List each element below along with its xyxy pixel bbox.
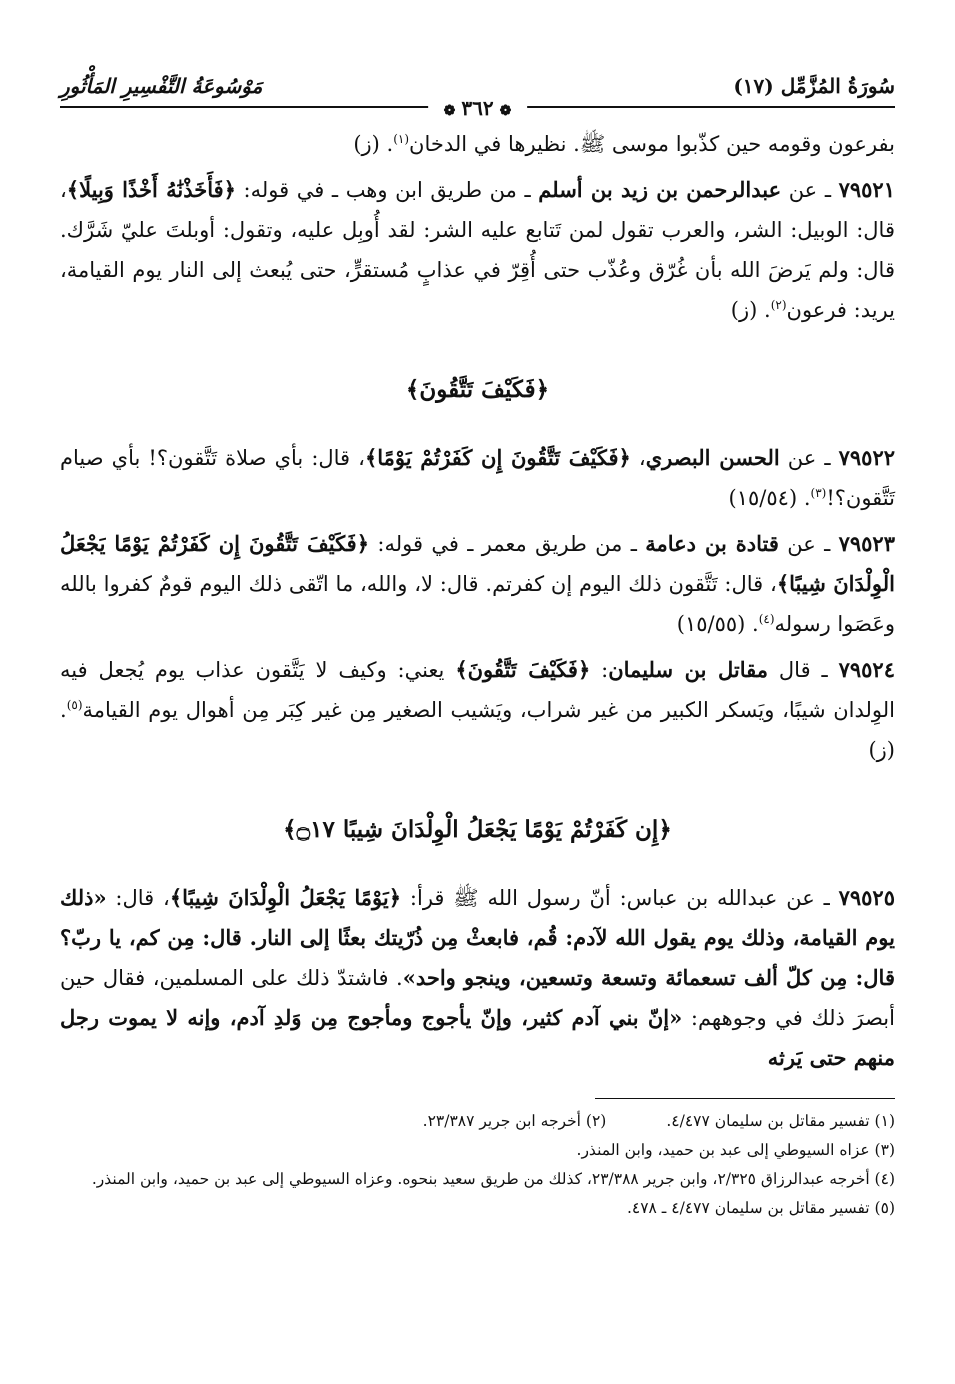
quran-quote: ﴿فَكَيْفَ تَتَّقُونَ إِن كَفَرْتُمْ يَوْمًا﴾ bbox=[364, 445, 631, 470]
narrator-name: الحسن البصري bbox=[645, 445, 780, 470]
page-number-box bbox=[428, 96, 528, 120]
quran-quote: ﴿فَأَخَذْنَٰهُ أَخْذًا وَبِيلًا﴾ bbox=[66, 177, 236, 202]
footnote-ref[interactable]: (٢) bbox=[770, 298, 787, 312]
footnote-ref[interactable]: (٥) bbox=[66, 698, 83, 712]
footnote-4: (٤) أخرجه عبدالرزاق ٢/٣٢٥، وابن جرير ٢٣/٣٨٨، كذلك من طريق سعيد بنحوه. وعزاه السيوطي إلى عبد بن حميد، وابن المنذر. bbox=[91, 1170, 895, 1188]
footnote-separator bbox=[595, 1098, 895, 1099]
ornament-icon: ❁ bbox=[443, 103, 456, 119]
narration-79521: ٧٩٥٢١ ـ عن عبدالرحمن بن زيد بن أسلم ـ من طريق ابن وهب ـ في قوله: ﴿فَأَخَذْنَٰهُ أَخْذًا وَبِيلًا﴾، قال: الوبيل: الشر، والعرب تقول لمن تَتابع عليه الشر: لقد أُوبِل عليه، وتقول: أوبلتَ عليّ شَرَّك. قال: ولم يَرضَ الله بأن غُرّق وعُذّب حتى أُقِرّ في عذابٍ مُستقرٍّ، حتى يُبعث إلى النار يوم القيامة، يريد: فرعون$^{(٢)}$. (ز) bbox=[60, 177, 895, 322]
footnote-1: (١) تفسير مقاتل بن سليمان ٤/٤٧٧. bbox=[666, 1112, 895, 1130]
narrator-name: مقاتل بن سليمان bbox=[608, 657, 769, 682]
ayah-heading: ﴿إِن كَفَرْتُمْ يَوْمًا يَجْعَلُ الْوِلْدَانَ شِيبًا ۝١٧﴾ bbox=[283, 816, 672, 843]
narration-number: ٧٩٥٢١ bbox=[838, 177, 895, 202]
ornament-icon: ❁ bbox=[499, 103, 512, 119]
quran-quote: ﴿فَكَيْفَ تَتَّقُونَ إِن كَفَرْتُمْ يَوْمًا يَجْعَلُ الْوِلْدَانَ شِيبًا﴾ bbox=[60, 531, 896, 596]
narration-79523: ٧٩٥٢٣ ـ عن قتادة بن دعامة ـ من طريق معمر ـ في قوله: ﴿فَكَيْفَ تَتَّقُونَ إِن كَفَرْتُمْ يَوْمًا يَجْعَلُ الْوِلْدَانَ شِيبًا﴾، قال: تَتَّقون ذلك اليوم إن كفرتم. قال: لا، والله، ما اتّقى ذلك اليوم قومٌ كفروا بالله وعَصَوا رسوله$^{(٤)}$. (١٥/٥٥) bbox=[60, 531, 896, 636]
narrator-name: عبدالرحمن بن زيد بن أسلم bbox=[538, 177, 782, 202]
book-title: مَوْسُوعَةُ التَّفْسِيرِ المَأْثُورِ bbox=[60, 74, 263, 98]
hadith-text: «ذلك يوم القيامة، وذلك يوم يقول الله لآدم: قُم، فابعثْ مِن ذُرّيتك بعثًا إلى النار. قال: مِن كم، يا ربّ؟ قال: مِن كلّ ألف تسعمائة وتسعة وتسعين، وينجو واحد» bbox=[60, 885, 895, 990]
page bbox=[60, 60, 895, 1223]
footnote-ref[interactable]: (٤) bbox=[758, 612, 775, 626]
page-header bbox=[60, 60, 895, 124]
footnote-3: (٣) عزاه السيوطي إلى عبد بن حميد، وابن المنذر. bbox=[576, 1141, 895, 1159]
footnote-ref[interactable]: (١) bbox=[393, 132, 410, 146]
quran-quote: ﴿يَوْمًا يَجْعَلُ الْوِلْدَانَ شِيبًا﴾ bbox=[169, 885, 402, 910]
quran-quote: ﴿فَكَيْفَ تَتَّقُونَ﴾ bbox=[455, 657, 591, 682]
footnote-5: (٥) تفسير مقاتل بن سليمان ٤/٤٧٧ ـ ٤٧٨. bbox=[626, 1199, 895, 1217]
narration-79525: ٧٩٥٢٥ ـ عن عبدالله بن عباس: أنّ رسول الله ﷺ قرأ: ﴿يَوْمًا يَجْعَلُ الْوِلْدَانَ شِيبًا﴾، قال: «ذلك يوم القيامة، وذلك يوم يقول الله لآدم: قُم، فابعثْ مِن ذُرّيتك بعثًا إلى النار. قال: مِن كم، يا ربّ؟ قال: مِن كلّ ألف تسعمائة وتسعة وتسعين، وينجو واحد». فاشتدّ ذلك على المسلمين، فقال حين أبصرَ ذلك في وجوههم: «إنّ بني آدم كثير، وإنّ يأجوج ومأجوج مِن وَلدِ آدم، وإنه لا يموت رجل منهم حتى يَرثه bbox=[60, 885, 895, 1070]
footnote-2: (٢) أخرجه ابن جرير ٢٣/٣٨٧. bbox=[422, 1112, 607, 1130]
narration-79524: ٧٩٥٢٤ ـ قال مقاتل بن سليمان: ﴿فَكَيْفَ تَتَّقُونَ﴾ يعني: وكيف لا يَتَّقون عذاب يوم يُجعل فيه الوِلدان شيبًا، ويَسكر الكبير من غير شراب، ويَشيب الصغير مِن غير كِبَر مِن أهوال يوم القيامة$^{(٥)}$. (ز) bbox=[60, 657, 895, 762]
narration-79522: ٧٩٥٢٢ ـ عن الحسن البصري، ﴿فَكَيْفَ تَتَّقُونَ إِن كَفَرْتُمْ يَوْمًا﴾، قال: بأي صلاة تَتَّقون؟! بأي صيام تَتَّقون؟!$^{(٣)}$. (١٥/٥٤) bbox=[60, 445, 896, 510]
paragraph-continuation: بفرعون وقومه حين كذّبوا موسى ﷺ. نظيرها في الدخان$^{(١)}$. (ز) bbox=[353, 132, 895, 156]
narrator-name: قتادة بن دعامة bbox=[645, 531, 779, 556]
ayah-heading: ﴿فَكَيْفَ تَتَّقُونَ﴾ bbox=[405, 376, 550, 403]
narration-number: ٧٩٥٢٥ bbox=[838, 885, 895, 910]
footnote-ref[interactable]: (٣) bbox=[810, 486, 827, 500]
narration-number: ٧٩٥٢٣ bbox=[838, 531, 895, 556]
footnotes bbox=[60, 1107, 895, 1223]
main-text bbox=[60, 124, 895, 1078]
page-number: ٣٦٢ bbox=[461, 96, 494, 120]
narration-number: ٧٩٥٢٤ bbox=[838, 657, 895, 682]
narration-number: ٧٩٥٢٢ bbox=[838, 445, 896, 470]
surah-title: سُورَةُ المُزَّمِّل (١٧) bbox=[733, 74, 895, 98]
hadith-text: «إنّ بني آدم كثير، وإنّ يأجوج ومأجوج مِن وَلدِ آدم، وإنه لا يموت رجل منهم حتى يَرثه bbox=[60, 1005, 895, 1070]
